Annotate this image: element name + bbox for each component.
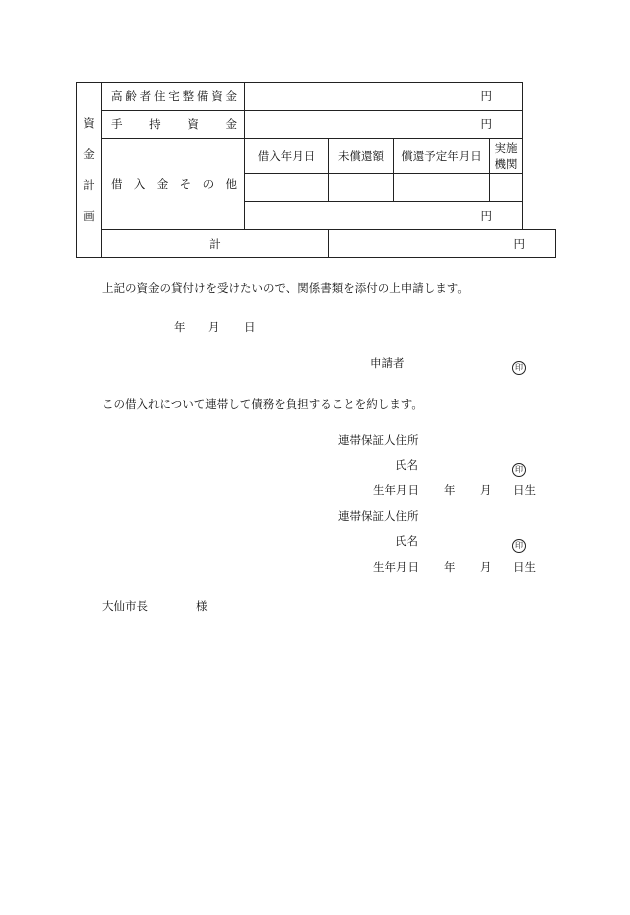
repayment-date-cell[interactable]: [394, 174, 490, 202]
guarantor-name-label: 氏名: [395, 458, 418, 472]
fund-plan-table: [76, 82, 556, 258]
guarantor-birth-year: 年: [444, 483, 456, 497]
lending-institution-cell[interactable]: [490, 174, 523, 202]
applicant-seal[interactable]: 印: [512, 355, 526, 375]
loan-other-amount[interactable]: 円: [245, 202, 523, 230]
total-amount[interactable]: 円: [329, 230, 556, 258]
guarantor-birth-label: 生年月日: [373, 560, 419, 574]
guarantor-seal[interactable]: 印: [512, 457, 526, 477]
guarantor-birth-year: 年: [444, 560, 456, 574]
guarantor-birth-day: 日生: [513, 483, 536, 497]
guarantor-seal[interactable]: 印: [512, 533, 526, 553]
elderly-housing-fund-label: 高 齢 者 住 宅 整 備 資 金: [102, 83, 245, 111]
guarantor-address-label: 連帯保証人住所: [338, 509, 419, 523]
addressee-honorific: 様: [196, 599, 208, 613]
guarantor-birth-day: 日生: [513, 560, 536, 574]
side-char: 資: [83, 116, 95, 130]
guarantee-statement: この借入れについて連帯して債務を負担することを約します。: [102, 397, 423, 411]
guarantor-address-label: 連帯保証人住所: [338, 433, 419, 447]
own-fund-amount[interactable]: 円: [245, 110, 523, 138]
addressee-name: 大仙市長: [102, 599, 148, 613]
application-statement: 上記の資金の貸付けを受けたいので、関係書類を添付の上申請します。: [102, 281, 469, 295]
side-char: 画: [83, 209, 95, 223]
loan-date-cell[interactable]: [245, 174, 329, 202]
elderly-housing-fund-amount[interactable]: 円: [245, 83, 523, 111]
loan-date-header: 借入年月日: [245, 138, 329, 173]
date-day: 日: [244, 320, 256, 334]
side-char: 計: [83, 178, 95, 192]
guarantor-birth-month: 月: [480, 483, 492, 497]
loan-other-label: 借 入 金 そ の 他: [102, 138, 245, 229]
total-label: 計: [102, 230, 329, 258]
guarantor-birth-label: 生年月日: [373, 483, 419, 497]
date-month: 月: [208, 320, 220, 334]
repayment-date-header: 償還予定年月日: [394, 138, 490, 173]
date-year: 年: [174, 320, 186, 334]
fund-plan-side-label: [77, 83, 102, 258]
lending-institution-header: 実施機関: [490, 138, 523, 173]
guarantor-name-label: 氏名: [395, 534, 418, 548]
applicant-label: 申請者: [370, 356, 405, 370]
unpaid-balance-header: 未償還額: [329, 138, 394, 173]
guarantor-birth-month: 月: [480, 560, 492, 574]
own-fund-label: 手 持 資 金: [102, 110, 245, 138]
unpaid-balance-cell[interactable]: [329, 174, 394, 202]
side-char: 金: [83, 147, 95, 161]
